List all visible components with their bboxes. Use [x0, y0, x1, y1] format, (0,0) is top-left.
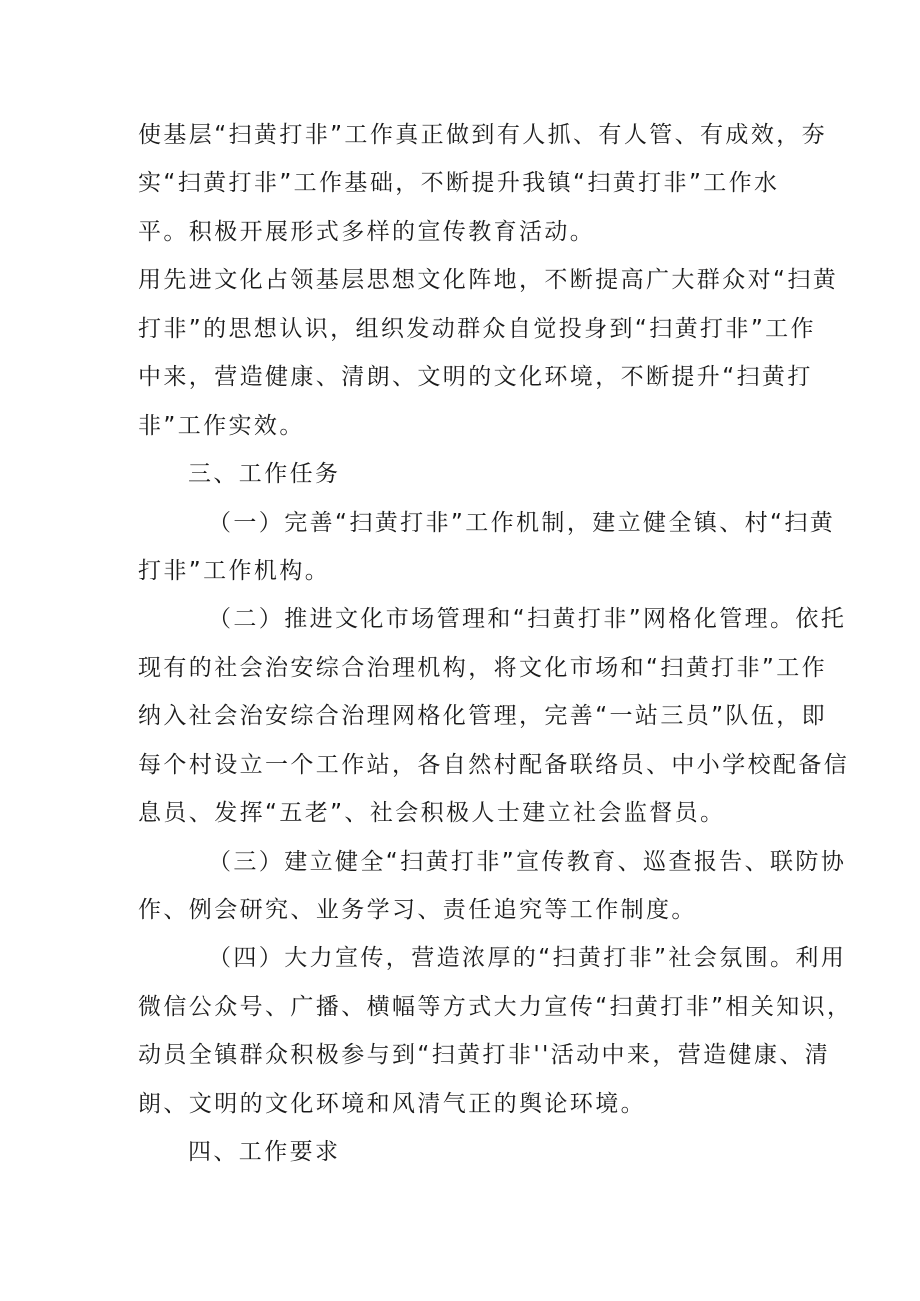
- paragraph-line: 非”工作实效。: [138, 413, 305, 439]
- section-heading: 三、工作任务: [188, 461, 341, 487]
- paragraph-line: 平。积极开展形式多样的宣传教育活动。: [138, 219, 596, 245]
- paragraph-line: 作、例会研究、业务学习、责任追究等工作制度。: [138, 897, 697, 923]
- paragraph-line: 朗、文明的文化环境和风清气正的舆论环境。: [138, 1091, 646, 1117]
- paragraph-line: （一）完善“扫黄打非”工作机制，建立健全镇、村“扫黄: [208, 510, 836, 536]
- paragraph-line: 动员全镇群众积极参与到“扫黄打非''活动中来，营造健康、清: [138, 1042, 831, 1068]
- paragraph-line: 纳入社会治安综合治理网格化管理，完善“一站三员”队伍，即: [138, 703, 828, 729]
- paragraph-line: （四）大力宣传，营造浓厚的“扫黄打非”社会氛围。利用: [208, 945, 847, 971]
- paragraph-line: （三）建立健全“扫黄打非”宣传教育、巡查报告、联防协: [208, 849, 847, 875]
- paragraph-line: 现有的社会治安综合治理机构，将文化市场和“扫黄打非”工作: [138, 655, 828, 681]
- paragraph-line: 中来，营造健康、清朗、文明的文化环境，不断提升“扫黄打: [138, 364, 813, 390]
- paragraph-line: 息员、发挥“五老”、社会积极人士建立社会监督员。: [138, 800, 726, 826]
- paragraph-line: 打非”工作机构。: [138, 558, 331, 584]
- paragraph-line: 用先进文化占领基层思想文化阵地，不断提高广大群众对“扫黄: [138, 267, 839, 293]
- paragraph-line: 实“扫黄打非”工作基础，不断提升我镇“扫黄打非”工作水: [138, 170, 780, 196]
- paragraph-line: 使基层“扫黄打非”工作真正做到有人抓、有人管、有成效，夯: [138, 122, 828, 148]
- section-heading: 四、工作要求: [188, 1139, 341, 1165]
- paragraph-line: （二）推进文化市场管理和“扫黄打非”网格化管理。依托: [208, 606, 847, 632]
- paragraph-line: 每个村设立一个工作站，各自然村配备联络员、中小学校配备信: [138, 752, 850, 778]
- paragraph-line: 微信公众号、广播、横幅等方式大力宣传“扫黄打非”相关知识，: [138, 994, 853, 1020]
- paragraph-line: 打非”的思想认识，组织发动群众自觉投身到“扫黄打非”工作: [138, 316, 816, 342]
